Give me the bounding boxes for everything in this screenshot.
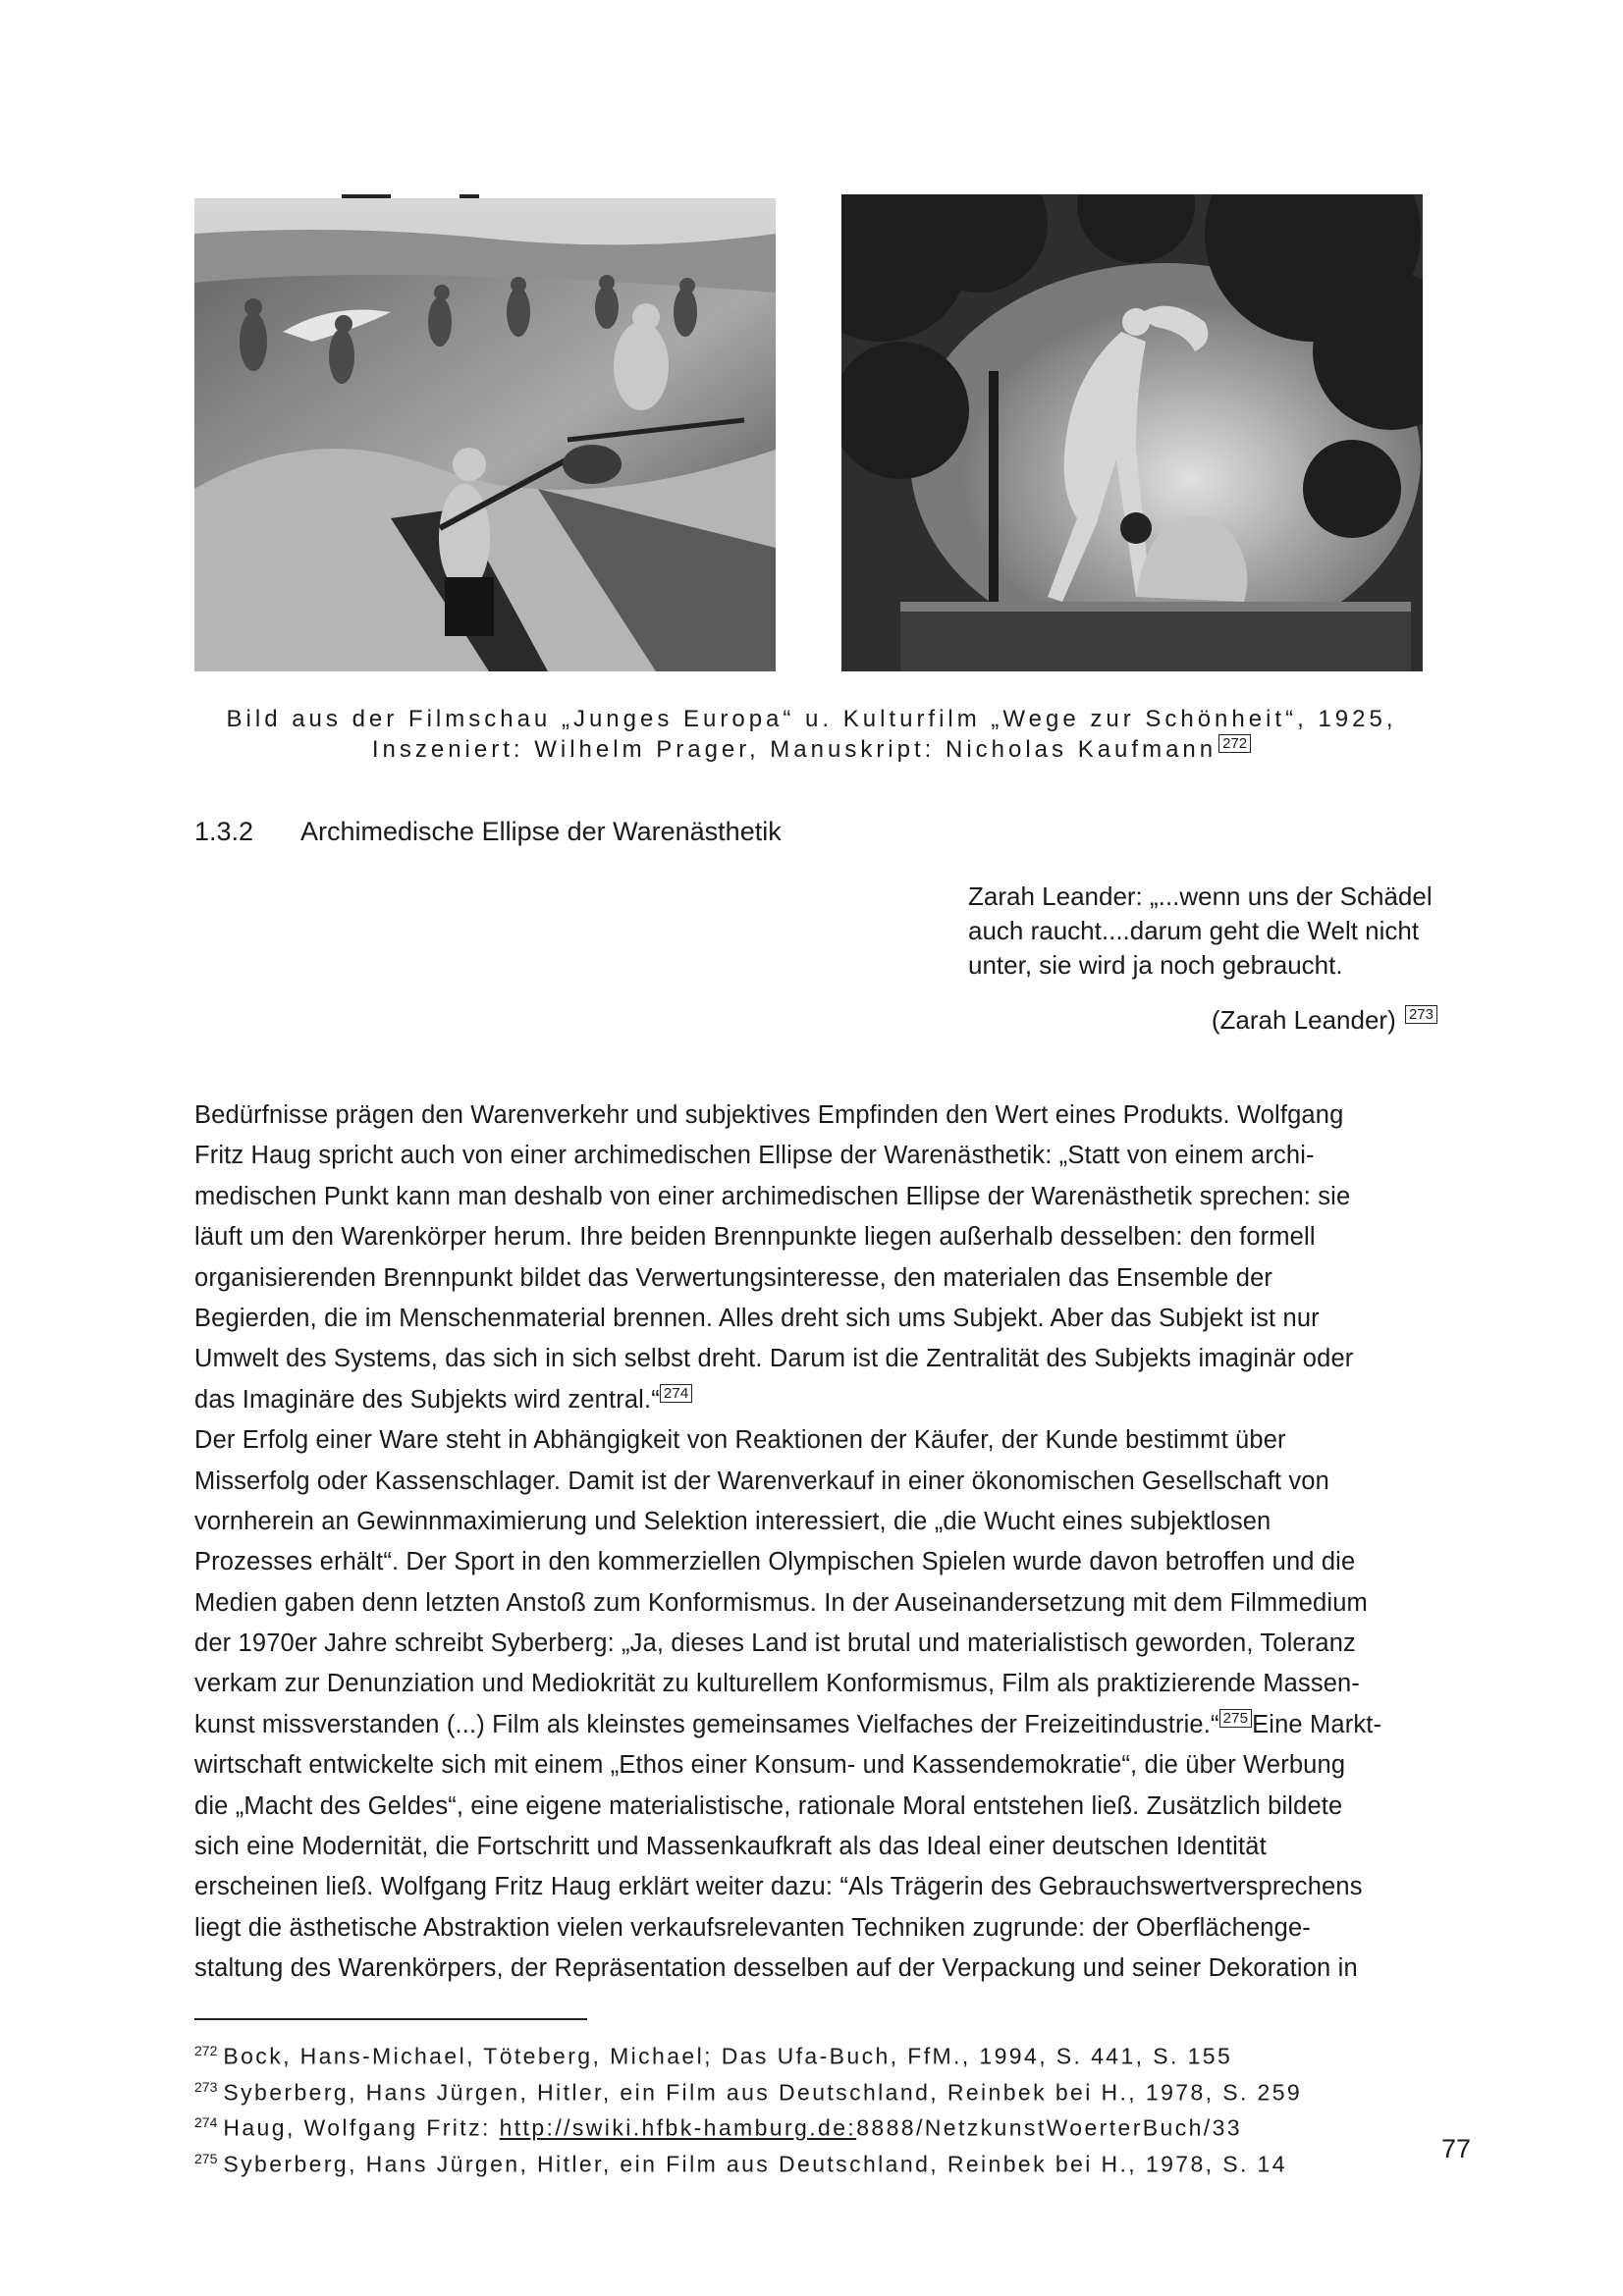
figure-caption-line-2 [147,734,1476,765]
epigraph-line: unter, sie wird ja noch gebraucht. [968,950,1343,980]
body-line: erscheinen ließ. Wolfgang Fritz Haug erklärt weiter dazu: “Als Trägerin des Gebrauchswertversprechens [194,1873,1363,1901]
caption-text: Inszeniert: Wilhelm Prager, Manuskript: Nicholas Kaufmann [371,736,1217,763]
body-line: Medien gaben denn letzten Anstoß zum Konformismus. In der Auseinandersetzung mit dem Filmmedium [194,1588,1368,1617]
epigraph-line: auch raucht....darum geht die Welt nicht [968,916,1420,945]
footnote-number: 274 [194,2114,218,2131]
body-line: läuft um den Warenkörper herum. Ihre beiden Brennpunkte liegen außerhalb desselben: den formell [194,1223,1316,1252]
body-line: Misserfolg oder Kassenschlager. Damit ist der Warenverkauf in einer ökonomischen Gesellschaft von [194,1467,1329,1495]
footnote-275 [194,2144,1471,2180]
body-text [194,1095,1463,1990]
body-line: Der Erfolg einer Ware steht in Abhängigkeit von Reaktionen der Käufer, der Kunde bestimmt über [194,1426,1286,1455]
body-line [194,1705,1463,1745]
footnote-272 [194,2036,1471,2072]
epigraph-quote [968,880,1479,983]
photo-dancers [841,194,1423,671]
body-line-text: kunst missverstanden (...) Film als kleinstes gemeinsames Vielfaches der Freizeitindustrie.“ [194,1710,1219,1738]
body-line: medischen Punkt kann man deshalb von einer archimedischen Ellipse der Warenästhetik sprechen: sie [194,1182,1351,1210]
footnote-text: Bock, Hans-Michael, Töteberg, Michael; Das Ufa-Buch, FfM., 1994, S. 441, S. 155 [223,2043,1233,2069]
epigraph-line: Zarah Leander: „...wenn uns der Schädel [968,881,1433,911]
footnote-number: 272 [194,2043,218,2058]
footnote-number: 275 [194,2150,218,2166]
body-line [194,1380,1463,1420]
body-line: verkam zur Denunziation und Mediokrität zu kulturellem Konformismus, Film als praktizierende Massen- [194,1670,1361,1698]
body-line: Prozesses erhält“. Der Sport in den kommerziellen Olympischen Spielen wurde davon betroffen und die [194,1548,1356,1576]
body-line: sich eine Modernität, die Fortschritt und Massenkaufkraft als das Ideal einer deutschen Identität [194,1833,1267,1861]
footnote-274 [194,2108,1471,2144]
body-line: der 1970er Jahre schreibt Syberberg: „Ja, dieses Land ist brutal und materialistisch geworden, Toleranz [194,1629,1356,1658]
epigraph-source [968,1005,1437,1036]
footnote-text: 8888/NetzkunstWoerterBuch/33 [856,2114,1242,2141]
footnote-ref-275[interactable]: 275 [1219,1709,1252,1728]
footnote-separator [194,2018,587,2020]
body-line: organisierenden Brennpunkt bildet das Verwertungsinteresse, den materialen das Ensemble der [194,1263,1273,1292]
footnote-ref-273[interactable]: 273 [1405,1005,1437,1024]
footnote-link[interactable]: http://swiki.hfbk-hamburg.de: [499,2114,857,2141]
footnote-ref-274[interactable]: 274 [660,1384,692,1403]
section-number: 1.3.2 [194,817,254,846]
body-line-text: Eine Markt- [1252,1710,1382,1738]
photo-boys-digging [194,194,776,671]
body-line: wirtschaft entwickelte sich mit einem „Ethos einer Konsum- und Kassendemokratie“, die über Werbung [194,1751,1346,1780]
figure-caption-line-1: Bild aus der Filmschau „Junges Europa“ u. Kulturfilm „Wege zur Schönheit“, 1925, [226,706,1397,732]
footnote-text: Haug, Wolfgang Fritz: [223,2114,500,2141]
footnote-text: Syberberg, Hans Jürgen, Hitler, ein Film aus Deutschland, Reinbek bei H., 1978, S. 14 [223,2151,1287,2177]
section-heading [194,817,782,847]
body-line: liegt die ästhetische Abstraktion vielen verkaufsrelevanten Techniken zugrunde: der Oberflächenge- [194,1913,1311,1942]
footnote-ref-272[interactable]: 272 [1218,734,1251,753]
epigraph-source-text: (Zarah Leander) [1211,1005,1396,1035]
page-number: 77 [1441,2134,1472,2163]
footnote-273 [194,2072,1471,2109]
footnotes [194,2036,1471,2180]
body-line: staltung des Warenkörpers, der Repräsentation desselben auf der Verpackung und seiner Dekoration in [194,1954,1358,1983]
body-line: Fritz Haug spricht auch von einer archimedischen Ellipse der Warenästhetik: „Statt von einem archi- [194,1142,1315,1170]
body-line: Umwelt des Systems, das sich in sich selbst dreht. Darum ist die Zentralität des Subjekts imaginär oder [194,1345,1354,1373]
body-line: die „Macht des Geldes“, eine eigene materialistische, rationale Moral entstehen ließ. Zusätzlich bildete [194,1791,1343,1820]
body-line: Begierden, die im Menschenmaterial brennen. Alles dreht sich ums Subjekt. Aber das Subjekt ist nur [194,1304,1320,1332]
footnote-text: Syberberg, Hans Jürgen, Hitler, ein Film aus Deutschland, Reinbek bei H., 1978, S. 259 [223,2079,1303,2106]
body-line: vornherein an Gewinnmaximierung und Selektion interessiert, die „die Wucht eines subjektlosen [194,1507,1271,1535]
body-line-text: das Imaginäre des Subjekts wird zentral.“ [194,1385,660,1414]
body-line: Bedürfnisse prägen den Warenverkehr und subjektives Empfinden den Wert eines Produkts. Wolfgang [194,1101,1344,1129]
footnote-number: 273 [194,2078,218,2095]
section-title: Archimedische Ellipse der Warenästhetik [300,817,782,846]
